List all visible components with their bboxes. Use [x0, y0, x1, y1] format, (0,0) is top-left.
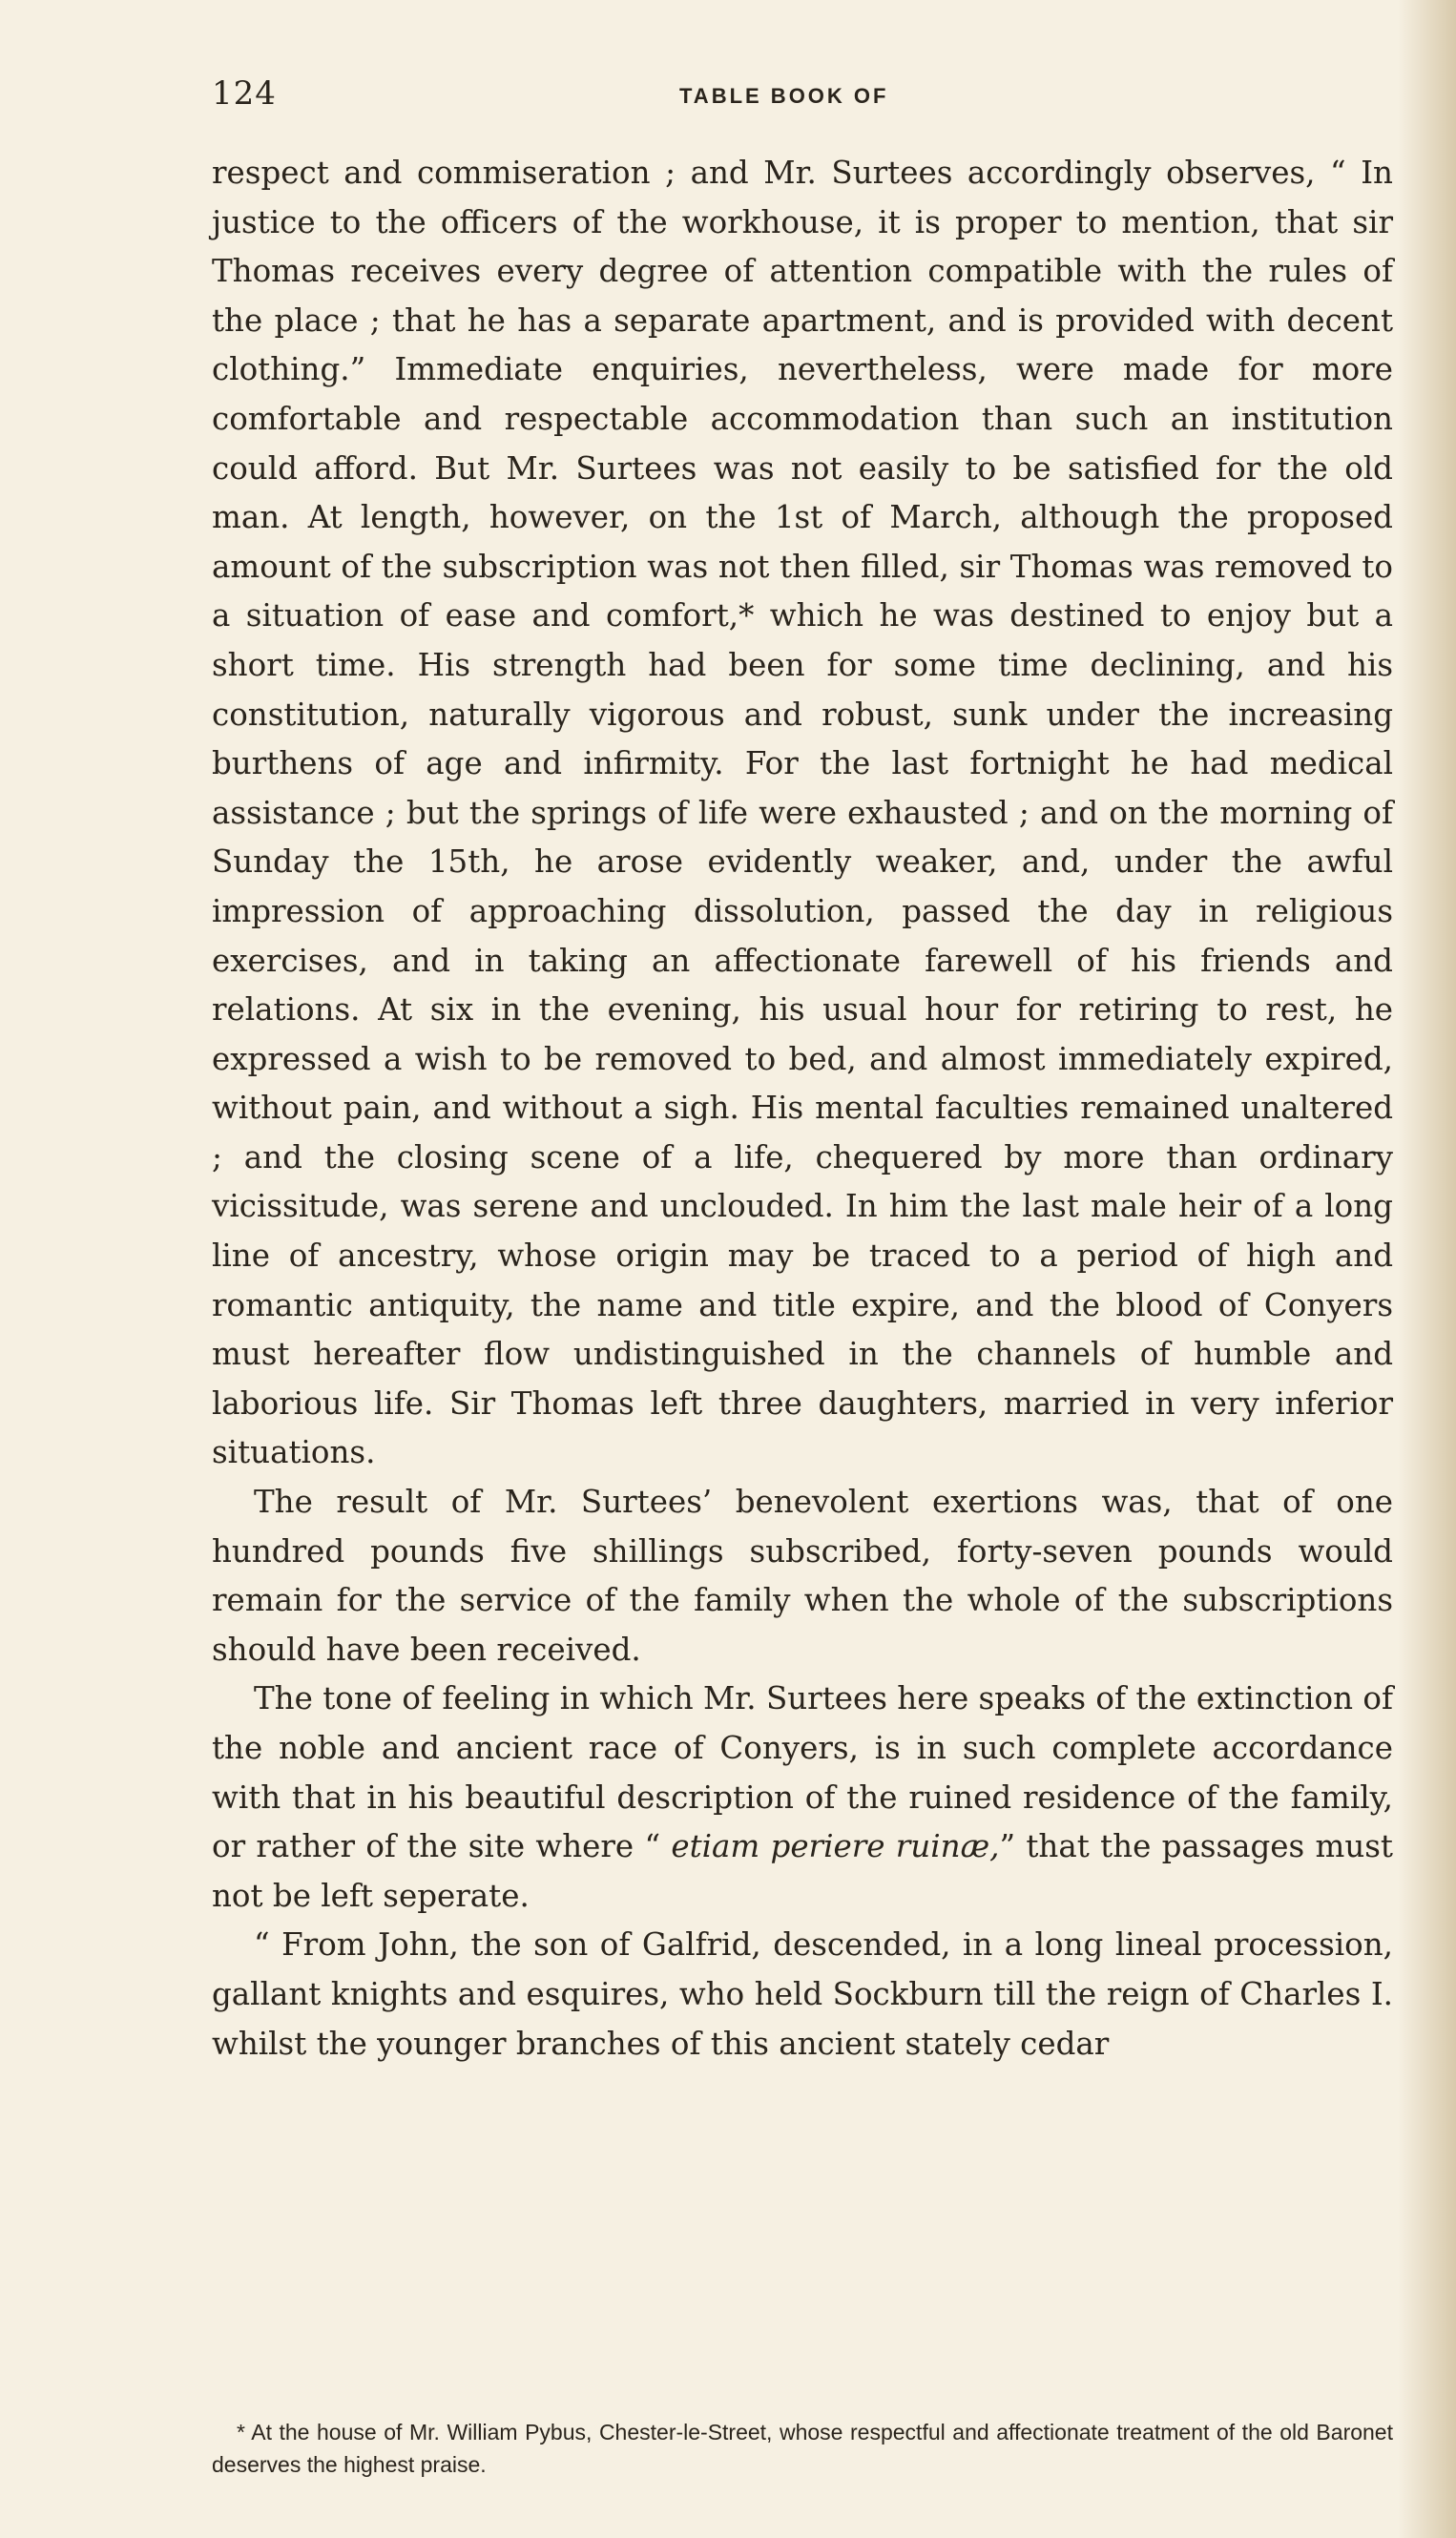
paragraph-1: respect and commiseration ; and Mr. Surtees accordingly observes, “ In justice to the officers of the workhouse, it is proper to mention, that sir Thomas receives every degree of attention compatible with the rules of the place ; that he has a separate apartment, and is provided with decent clothing.” Immediate enquiries, nevertheless, were made for more comfortable and respectable accommodation than such an institution could afford. But Mr. Surtees was not easily to be satisfied for the old man. At length, however, on the 1st of March, although the proposed amount of the subscription was not then filled, sir Thomas was removed to a situation of ease and comfort,* which he was destined to enjoy but a short time. His strength had been for some time declining, and his constitution, naturally vigorous and robust, sunk under the increasing burthens of age and infirmity. For the last fortnight he had medical assistance ; but the springs of life were exhausted ; and on the morning of Sunday the 15th, he arose evidently weaker, and, under the awful impression of approaching dissolution, passed the day in religious exercises, and in taking an affectionate farewell of his friends and relations. At six in the evening, his usual hour for retiring to rest, he expressed a wish to be removed to bed, and almost immediately expired, without pain, and without a sigh. His mental faculties remained unaltered ; and the closing scene of a life, chequered by more than ordinary vicissitude, was serene and unclouded. In him the last male heir of a long line of ancestry, whose origin may be traced to a period of high and romantic antiquity, the name and title expire, and the blood of Conyers must hereafter flow undistinguished in the channels of humble and laborious life. Sir Thomas left three daughters, married in very inferior situations.	[212, 155, 1393, 1471]
paragraph-3-text-start: The tone of feeling in which Mr. Surtees here speaks of the extinction of the noble and ancient race of Conyers, is in such complete accordance with that in his beautiful description of the ruined residence of the family, or rather of the site where “	[212, 1680, 1393, 1865]
footnote: * At the house of Mr. William Pybus, Chester-le-Street, whose respectful and affectionate treatment of the old Baronet deserves the highest praise.	[212, 2420, 1393, 2477]
paragraph-2: The result of Mr. Surtees’ benevolent exertions was, that of one hundred pounds five shillings subscribed, forty-seven pounds would remain for the service of the family when the whole of the subscriptions should have been received.	[212, 1484, 1393, 1668]
page-header	[212, 74, 1404, 132]
main-text	[212, 149, 1393, 2069]
latin-quotation: etiam periere ruinæ,	[671, 1828, 1000, 1865]
page-number: 124	[212, 74, 277, 113]
running-head: TABLE BOOK OF	[679, 84, 889, 108]
paragraph-3	[212, 1675, 1393, 1921]
paragraph-4: “ From John, the son of Galfrid, descended, in a long lineal procession, gallant knights and esquires, who held Sockburn till the reign of Charles I. whilst the younger branches of this ancient stately cedar	[212, 1926, 1393, 2062]
paragraph-3-text-end: ” that the passages must not be left seperate.	[212, 1828, 1393, 1914]
